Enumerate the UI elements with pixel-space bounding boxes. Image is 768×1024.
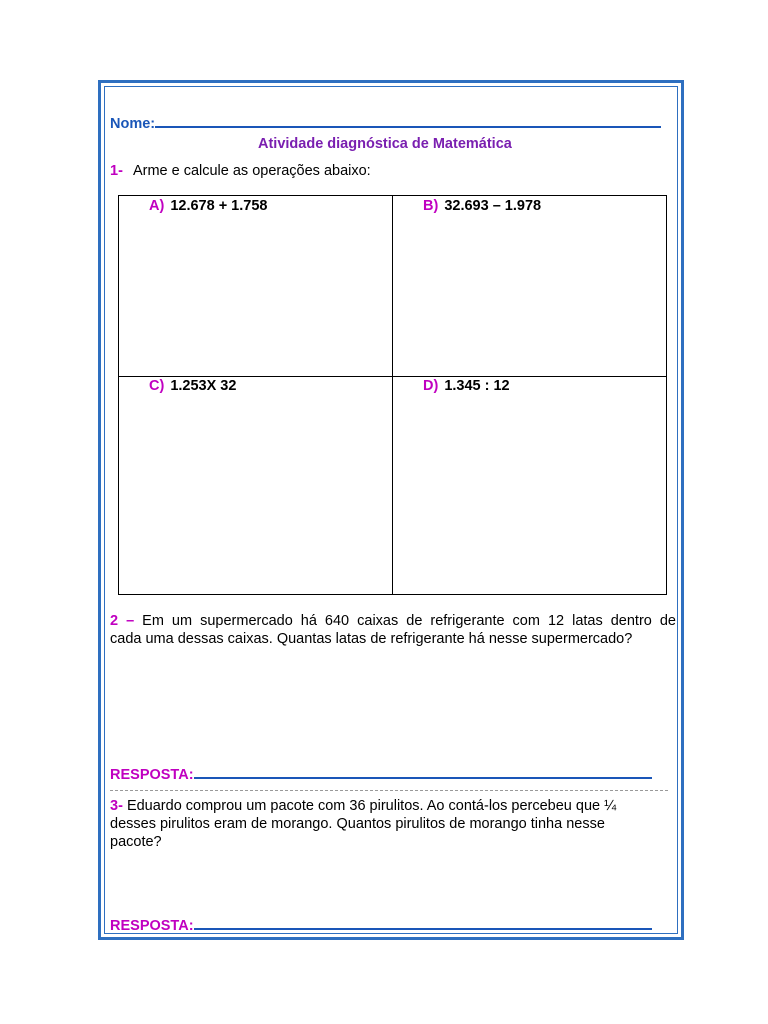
dashed-separator <box>110 790 668 791</box>
operation-d <box>423 378 510 394</box>
question-1-number: 1- <box>110 163 123 179</box>
question-3-line-3: pacote? <box>110 834 162 850</box>
question-1 <box>110 163 371 179</box>
question-3-number: 3- <box>110 798 123 814</box>
question-2-number: 2 – <box>110 613 135 629</box>
operation-b-letter: B) <box>423 198 439 214</box>
grid-vertical-divider <box>392 196 393 594</box>
question-2 <box>110 612 676 648</box>
question-3-line-2: desses pirulitos eram de morango. Quantos pirulitos de morango tinha nesse <box>110 816 605 832</box>
operation-b-expression: 32.693 – 1.978 <box>444 198 542 214</box>
question-1-text: Arme e calcule as operações abaixo: <box>132 163 371 179</box>
question-3-answer-label: RESPOSTA: <box>110 918 194 934</box>
operation-c-letter: C) <box>149 378 165 394</box>
operation-a-letter: A) <box>149 198 165 214</box>
operation-c <box>149 378 236 394</box>
name-field-line[interactable] <box>155 112 661 128</box>
operations-grid <box>118 195 667 595</box>
name-row <box>110 112 661 132</box>
question-3 <box>110 797 676 851</box>
question-2-answer-label: RESPOSTA: <box>110 767 194 783</box>
operation-d-expression: 1.345 : 12 <box>444 378 510 394</box>
question-2-line-1: Em um supermercado há 640 caixas de refrigerante com 12 latas dentro de <box>142 613 676 629</box>
question-2-line-2: cada uma dessas caixas. Quantas latas de refrigerante há nesse supermercado? <box>110 631 633 647</box>
page-title: Atividade diagnóstica de Matemática <box>258 136 512 152</box>
operation-d-letter: D) <box>423 378 439 394</box>
question-3-line-1: Eduardo comprou um pacote com 36 pirulitos. Ao contá-los percebeu que ¼ <box>126 798 617 814</box>
operation-a-expression: 12.678 + 1.758 <box>170 198 268 214</box>
question-3-answer-line[interactable] <box>194 914 652 930</box>
question-2-answer-row <box>110 763 652 783</box>
operation-c-expression: 1.253X 32 <box>170 378 237 394</box>
question-3-answer-row <box>110 914 652 934</box>
operation-b <box>423 198 541 214</box>
grid-horizontal-divider <box>119 376 666 377</box>
question-2-answer-line[interactable] <box>194 763 652 779</box>
name-label: Nome: <box>110 116 156 132</box>
operation-a <box>149 198 267 214</box>
